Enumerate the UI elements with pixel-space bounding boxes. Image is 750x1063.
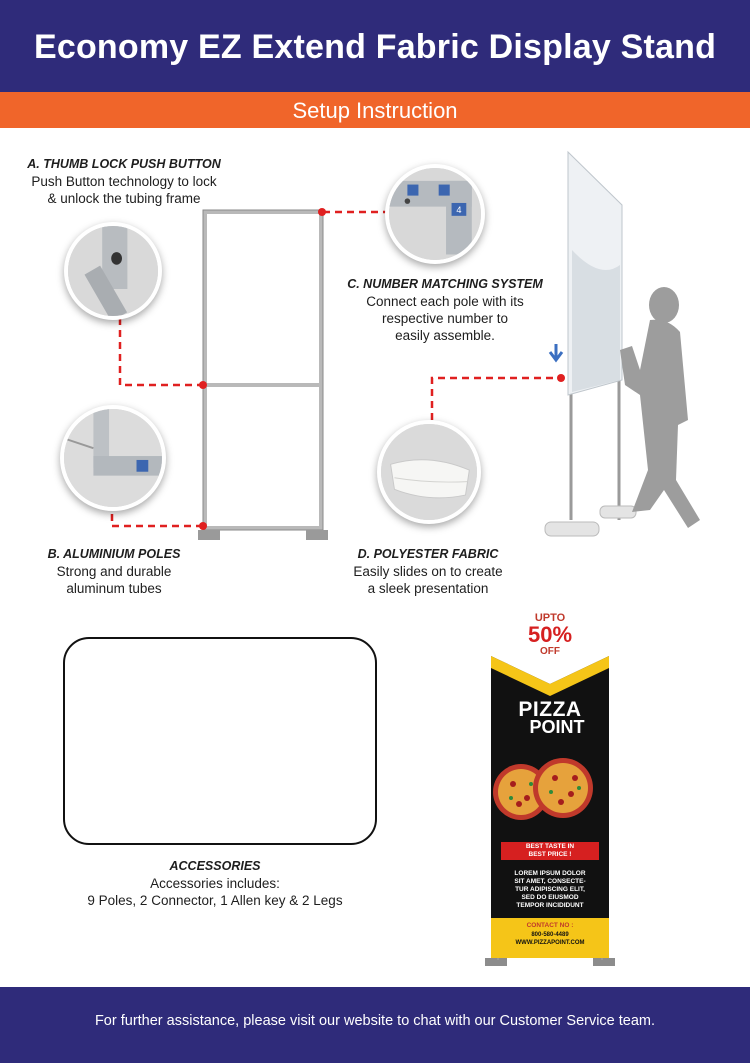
callout-b-line1: Strong and durable — [56, 564, 172, 579]
banner-tag-1: BEST TASTE IN — [525, 843, 575, 850]
stand-frame — [205, 212, 321, 528]
banner-phone: 800-580-4489 — [531, 932, 569, 938]
callout-d-title: D. POLYESTER FABRIC — [357, 547, 499, 561]
callout-a-title: A. THUMB LOCK PUSH BUTTON — [27, 157, 221, 171]
banner-lorem-2: SIT AMET, CONSECTE- — [514, 878, 586, 885]
frame-foot-left — [198, 530, 220, 540]
banner-discount: 50% — [527, 622, 573, 647]
banner-tag-2: BEST PRICE ! — [528, 851, 572, 858]
callout-c-title: C. NUMBER MATCHING SYSTEM — [347, 277, 543, 291]
number-matching-closeup — [385, 164, 485, 264]
page-title: Economy EZ Extend Fabric Display Stand — [33, 28, 717, 66]
banner-lorem-3: TUR ADIPISCING ELIT, — [515, 886, 585, 893]
connector-dot-d — [557, 374, 565, 382]
frame-outline — [205, 212, 321, 528]
accessories-title: ACCESSORIES — [169, 859, 261, 873]
banner-foot-right — [593, 958, 615, 966]
banner-lorem-5: TEMPOR INCIDIDUNT — [516, 902, 584, 909]
banner-foot-left — [485, 958, 507, 966]
footer-text: For further assistance, please visit our website to chat with our Customer Service team. — [94, 1013, 656, 1029]
accessories-line1: Accessories includes: — [150, 876, 280, 891]
callout-b-line2: aluminum tubes — [66, 581, 162, 596]
accessories-box — [63, 637, 377, 845]
thumb-lock-closeup — [64, 222, 162, 320]
polyester-fabric-closeup — [377, 420, 481, 524]
pizza-banner — [491, 606, 609, 958]
aluminium-pole-closeup — [60, 405, 166, 511]
page-footer — [0, 987, 750, 1063]
connector-line-d — [432, 378, 560, 420]
callout-c-line1: Connect each pole with its — [366, 294, 524, 309]
banner-lorem-1: LOREM IPSUM DOLOR — [514, 870, 586, 877]
callout-c-line3: easily assemble. — [395, 328, 495, 343]
callout-a-line2: & unlock the tubing frame — [47, 191, 201, 206]
connector-dot-b — [199, 522, 207, 530]
down-arrow-icon — [550, 344, 562, 360]
callout-a-line1: Push Button technology to lock — [31, 174, 217, 189]
connector-line-a — [120, 318, 203, 385]
banner-off: OFF — [540, 646, 560, 657]
accessories-line2: 9 Poles, 2 Connector, 1 Allen key & 2 Legs — [87, 893, 343, 908]
banner-brand-2: POINT — [529, 717, 585, 737]
callout-b-title: B. ALUMINIUM POLES — [47, 547, 181, 561]
banner-upto: UPTO — [534, 612, 566, 624]
callout-polyester-fabric — [330, 546, 526, 597]
connector-dot-a — [199, 381, 207, 389]
callout-d-line2: a sleek presentation — [367, 581, 489, 596]
callout-number-matching — [334, 276, 556, 344]
svg-text:4: 4 — [456, 205, 462, 216]
banner-website: WWW.PIZZAPOINT.COM — [515, 940, 585, 946]
callout-aluminium-poles — [16, 546, 212, 597]
person-silhouette — [620, 287, 700, 528]
setup-instruction-title: Setup Instruction — [292, 98, 458, 123]
callout-thumb-lock — [8, 156, 240, 207]
callout-c-line2: respective number to — [381, 311, 509, 326]
callout-accessories — [60, 858, 370, 909]
banner-brand-1: PIZZA — [518, 698, 582, 721]
banner-contact-label: CONTACT NO : — [526, 922, 574, 929]
callout-d-line1: Easily slides on to create — [353, 564, 503, 579]
connector-dot-c — [318, 208, 326, 216]
frame-foot-right — [306, 530, 328, 540]
assembled-stand — [545, 152, 636, 536]
banner-lorem-4: SED DO EIUSMOD — [521, 894, 579, 901]
